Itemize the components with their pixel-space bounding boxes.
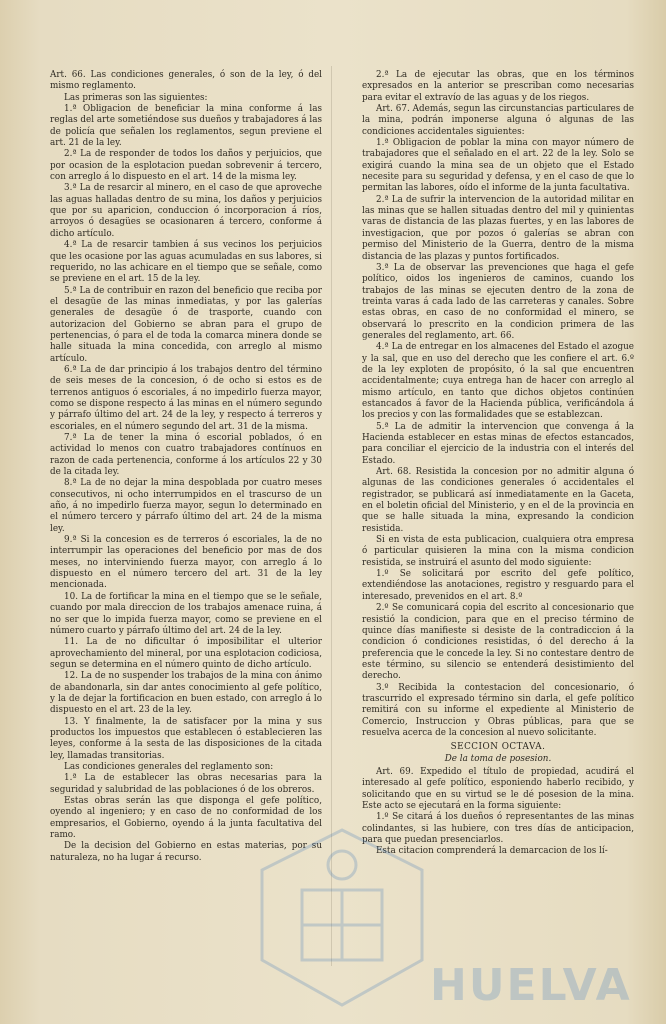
paragraph: 8.ª La de no dejar la mina despoblada por cuatro meses consecutivos, ni ocho interrumpidos en el trascurso de un año, á no impedirlo fuerza mayor, segun lo determinado en el número tercero y párrafo último del art. 24 de la misma ley.	[50, 478, 322, 534]
paragraph: 2.ª La de ejecutar las obras, que en los términos expresados en la anterior se prescriban como necesarias para evitar el extravío de las aguas y de los riegos.	[362, 70, 634, 103]
paragraph: Estas obras serán las que disponga el gefe político, oyendo al ingeniero; y en caso de no conformidad de los empresarios, el Gobierno, oyendo á la junta facultativa del ramo.	[50, 796, 322, 841]
paragraph: 2.º Se comunicará copia del escrito al concesionario que resistió la condicion, para que en el preciso término de quince días manifieste si desiste de la contradiccion á la condicion ó condiciones resistidas, ó del derecho á la preferencia que le concede la ley. Si no contestare dentro de este término, su silencio se entenderá desistimiento del derecho.	[362, 603, 634, 682]
paragraph: 5.ª La de admitir la intervencion que convenga á la Hacienda establecer en estas minas de efectos estancados, para conciliar el ejercicio de la industria con el interés del Estado.	[362, 421, 634, 466]
paragraph: 1.º Se citará á los dueños ó representantes de las minas colindantes, si las hubiere, con tres días de anticipacion, para que puedan presenciarlos.	[362, 812, 634, 846]
section-subheading: De la toma de posesion.	[444, 753, 552, 764]
paragraph: 10. La de fortificar la mina en el tiempo que se le señale, cuando por mala direccion de los trabajos amenace ruina, á no ser que lo impida fuerza mayor, como se previene en el número cuarto y párrafo último del art. 24 de la ley.	[50, 591, 322, 636]
paragraph: 1.ª Obligacion de beneficiar la mina conforme á las reglas del arte sometiéndose sus dueños y trabajadores á las de policía que señalen los reglamentos, segun previene el art. 21 de la ley.	[50, 104, 322, 149]
paragraph: 1.ª La de establecer las obras necesarias para la seguridad y salubridad de las poblaciones ó de los obreros.	[50, 773, 322, 795]
paragraph: 4.ª La de entregar en los almacenes del Estado el azogue y la sal, que en uso del derecho que les confiere el art. 6.º de la ley exploten de propósito, ó la sal que encuentren accidentalmente; cuya entrega han de hacer con arreglo al mismo artículo, en tanto que dichos objetos continúen estancados á favor de la Hacienda pública, verificándola á los precios y con las formalidades que se establezcan.	[362, 342, 634, 421]
left-column	[50, 70, 322, 864]
paragraph: Las primeras son las siguientes:	[64, 92, 208, 103]
paragraph: 4.ª La de resarcir tambien á sus vecinos los perjuicios que les ocasione por las aguas acumuladas en sus labores, si requerido, no las achicare en el tiempo que se señale, como se previene en el art. 15 de la ley.	[50, 240, 322, 285]
paragraph: 1.º Se solicitará por escrito del gefe político, extendiéndose las anotaciones, registro y resguardo para el interesado, prevenidos en el art. 8.º	[362, 569, 634, 602]
paragraph: 12. La de no suspender los trabajos de la mina con ánimo de abandonarla, sin dar antes conocimiento al gefe político, y la de dejar la fortificacion en buen estado, con arreglo á lo dispuesto en el art. 23 de la ley.	[50, 671, 322, 716]
paragraph-art-67: Art. 67. Además, segun las circunstancias particulares de la mina, podrán imponerse alguna ó algunas de las condiciones accidentales siguientes:	[362, 104, 634, 137]
paragraph: Las condiciones generales del reglamento son:	[64, 761, 274, 772]
paragraph: 2.ª La de responder de todos los daños y perjuicios, que por ocasion de la esplotacion puedan sobrevenir á tercero, con arreglo á lo dispuesto en el art. 14 de la misma ley.	[50, 149, 322, 183]
watermark-text: HUELVA	[430, 960, 632, 1011]
paragraph: De la decision del Gobierno en estas materias, por su naturaleza, no ha lugar á recurso.	[50, 841, 322, 863]
paragraph: 13. Y finalmente, la de satisfacer por la mina y sus productos los impuestos que establecen ó establecieren las leyes, conforme á la sesta de las disposiciones de la citada ley, llamadas transitorias.	[50, 716, 322, 761]
paragraph: Si en vista de esta publicacion, cualquiera otra empresa ó particular quisieren la mina con la misma condicion resistida, se instruirá el asunto del modo siguiente:	[362, 535, 634, 568]
paragraph: 6.ª La de dar principio á los trabajos dentro del término de seis meses de la concesion, ó de ocho si estos es de terrenos antiguos ó escoriales, á no impedirlo fuerza mayor, como se dispone respecto á las minas en el número segundo y párrafo último del art. 24 de la ley, y respecto á terreros y escoriales, en el número segundo del art. 31 de la misma.	[50, 364, 322, 432]
paragraph: 2.ª La de sufrir la intervencion de la autoridad militar en las minas que se hallen situadas dentro del mil y quinientas varas de distancia de las plazas fuertes, y en las labores de investigacion, que por pozos ó galerías se abran con permiso del Ministerio de la Guerra, dentro de la misma distancia de las plazas y puntos fortificados.	[362, 194, 634, 262]
paragraph-art-66: Art. 66. Las condiciones generales, ó son de la ley, ó del mismo reglamento.	[50, 70, 322, 92]
paragraph: 3.ª La de resarcir al minero, en el caso de que aproveche las aguas halladas dentro de su mina, los daños y perjuicios que por su aparicion, conduccion ó incorporacion á ríos, arroyos ó desagües se ocasionaren á tercero, conforme á dicho artículo.	[50, 183, 322, 239]
paragraph: 9.ª Si la concesion es de terreros ó escoriales, la de no interrumpir las operaciones del beneficio por mas de dos meses, no interviniendo fuerza mayor, con arreglo á lo dispuesto en el número tercero del art. 31 de la ley mencionada.	[50, 535, 322, 591]
paragraph: 11. La de no dificultar ó imposibilitar el ulterior aprovechamiento del mineral, por una esplotacion codiciosa, segun se determina en el número quinto de dicho artículo.	[50, 637, 322, 670]
paragraph: 3.ª La de observar las prevenciones que haga el gefe político, oidos los ingenieros de caminos, cuando los trabajos de las minas se ejecuten dentro de la zona de treinta varas á cada lado de las carreteras y canales. Sobre estas obras, en caso de no conformidad el minero, se observará lo prescrito en la condicion primera de las generales del reglamento, art. 66.	[362, 262, 634, 341]
paragraph-art-69: Art. 69. Expedido el título de propiedad, acudirá el interesado al gefe político, esponiendo haberlo recibido, y solicitando que en su virtud se le dé posesion de la mina. Este acto se ejecutará en la forma siguiente:	[362, 766, 634, 811]
paragraph: 7.ª La de tener la mina ó escorial poblados, ó en actividad lo menos con cuatro trabajadores contínuos en razon de cada pertenencia, conforme á los artículos 22 y 30 de la citada ley.	[50, 433, 322, 478]
paragraph: 1.ª Obligacion de poblar la mina con mayor número de trabajadores que el señalado en el art. 22 de la ley. Solo se exigirá cuando la mina sea de un objeto que el Estado necesite para su seguridad y defensa, y en el caso de que lo permitan las labores, oído el informe de la junta facultativa.	[362, 138, 634, 194]
column-divider	[331, 66, 332, 966]
paragraph: 5.ª La de contribuir en razon del beneficio que reciba por el desagüe de las minas inmediatas, y por las galerías generales de desagüe ó de trasporte, cuando con autorizacion del Gobierno se abran para el grupo de pertenencias, ó para el de toda la comarca minera donde se halle situada la mina concedida, con arreglo al mismo artículo.	[50, 285, 322, 364]
right-column	[362, 70, 634, 858]
paragraph-art-68: Art. 68. Resistida la concesion por no admitir alguna ó algunas de las condiciones generales ó accidentales el registrador, se publicará así inmediatamente en la Gaceta, en el boletin oficial del Ministerio, y en el de la provincia en que se halle situada la mina, expresando la condicion resistida.	[362, 467, 634, 534]
paragraph: Esta citacion comprenderá la demarcacion de los lí-	[376, 846, 608, 857]
paragraph: 3.º Recibida la contestacion del concesionario, ó trascurrido el expresado término sin darla, el gefe político remitirá con su informe el expediente al Ministerio de Comercio, Instruccion y Obras públicas, para que se resuelva acerca de la concesion al nuevo solicitante.	[362, 682, 634, 738]
section-heading: SECCION OCTAVA.	[450, 742, 546, 753]
